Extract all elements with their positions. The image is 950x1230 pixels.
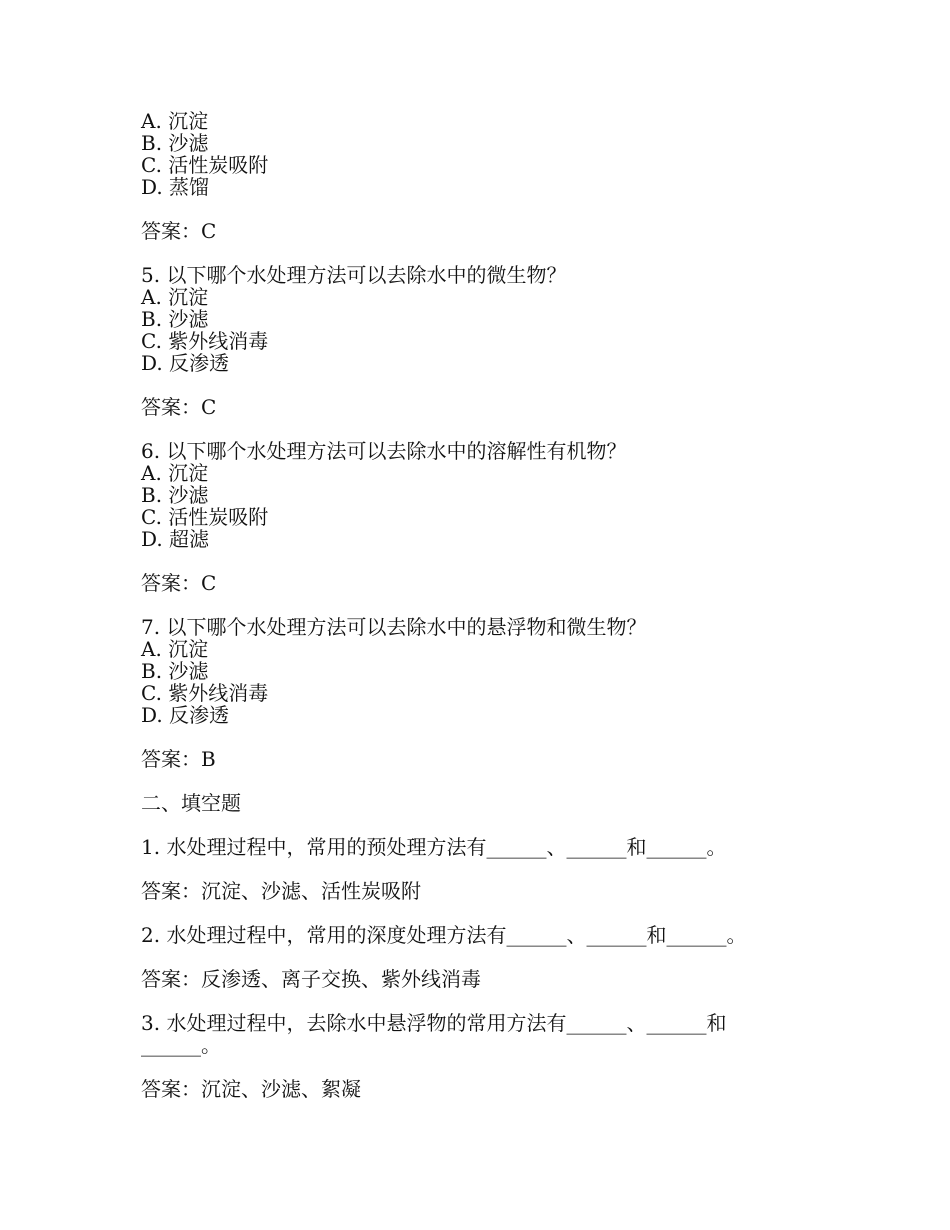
option-d: D. 反渗透: [141, 351, 230, 375]
question-text: 6. 以下哪个水处理方法可以去除水中的溶解性有机物？: [141, 439, 627, 463]
option-c: C. 活性炭吸附: [141, 153, 269, 177]
option-a: A. 沉淀: [141, 637, 209, 661]
question-5-answer: 答案：C: [141, 395, 217, 419]
fill-answer-3: 答案：沉淀、沙滤、絮凝: [141, 1077, 361, 1101]
option-a: A. 沉淀: [141, 285, 209, 309]
fill-answer-2: 答案：反渗透、离子交换、紫外线消毒: [141, 967, 481, 991]
question-5: [141, 264, 841, 374]
option-b: B. 沙滤: [141, 659, 209, 683]
question-6: [141, 440, 841, 550]
question-text: 5. 以下哪个水处理方法可以去除水中的微生物？: [141, 263, 567, 287]
question-6-answer: 答案：C: [141, 571, 217, 595]
option-b: B. 沙滤: [141, 483, 209, 507]
question-7: [141, 616, 841, 726]
option-c: C. 紫外线消毒: [141, 329, 269, 353]
option-d: D. 超滤: [141, 527, 210, 551]
question-4-answer: 答案：C: [141, 219, 217, 243]
document-page: [141, 110, 841, 1100]
option-b: B. 沙滤: [141, 131, 209, 155]
fill-question-1: 1. 水处理过程中，常用的预处理方法有______、______和______。: [141, 835, 727, 859]
question-4-options: [141, 110, 841, 198]
option-d: D. 蒸馏: [141, 175, 210, 199]
question-text: 7. 以下哪个水处理方法可以去除水中的悬浮物和微生物？: [141, 615, 647, 639]
fill-question-3: 3. 水处理过程中，去除水中悬浮物的常用方法有______、______和 ______。: [141, 1011, 727, 1057]
fill-question-2: 2. 水处理过程中，常用的深度处理方法有______、______和______。: [141, 923, 747, 947]
section-heading: 二、填空题: [141, 791, 241, 815]
fill-answer-1: 答案：沉淀、沙滤、活性炭吸附: [141, 879, 421, 903]
option-c: C. 活性炭吸附: [141, 505, 269, 529]
question-7-answer: 答案：B: [141, 747, 216, 771]
option-c: C. 紫外线消毒: [141, 681, 269, 705]
option-a: A. 沉淀: [141, 461, 209, 485]
option-a: A. 沉淀: [141, 109, 209, 133]
option-d: D. 反渗透: [141, 703, 230, 727]
option-b: B. 沙滤: [141, 307, 209, 331]
